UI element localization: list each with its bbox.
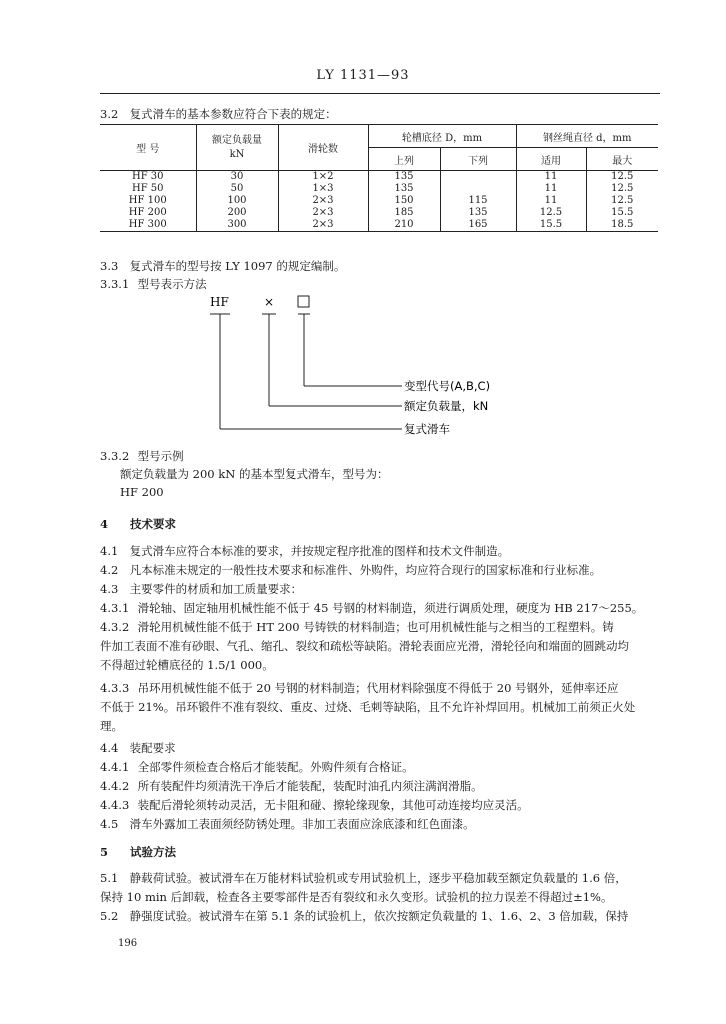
clause-4-4-3 — [100, 797, 529, 813]
clause-4-3 — [100, 581, 302, 597]
cell-load: 200 — [196, 207, 278, 219]
clause-text: 所有装配件均须清洗干净后才能装配，装配时油孔内须注满润滑脂。 — [137, 779, 483, 793]
cell-pulleys: 1×2 — [278, 171, 368, 184]
cell-pulleys: 2×3 — [278, 219, 368, 232]
clause-number: 4.4 — [100, 741, 119, 755]
col-header-rope-max: 最大 — [586, 148, 658, 171]
cell-rope-max: 18.5 — [586, 219, 658, 232]
standard-header: LY 1131—93 — [316, 68, 410, 83]
col-header-load-unit: kN — [229, 148, 245, 160]
example-line-1: 额定负载量为 200 kN 的基本型复式滑车，型号为： — [120, 467, 389, 481]
col-header-pulleys: 滑轮数 — [278, 125, 368, 171]
clause-text: 复式滑车的型号按 LY 1097 的规定编制。 — [129, 259, 346, 273]
cell-pulleys: 2×3 — [278, 207, 368, 219]
col-header-load — [196, 125, 278, 171]
section-title: 试验方法 — [130, 845, 177, 859]
header-rule — [100, 93, 660, 94]
clause-number: 4.5 — [100, 817, 119, 831]
cell-rope-applicable: 11 — [516, 171, 586, 184]
table-row — [100, 219, 658, 232]
clause-text: 静强度试验。被试滑车在第 5.1 条的试验机上，依次按额定负载量的 1、1.6、2、3 倍加载，保持 — [129, 909, 629, 923]
clause-3-2 — [100, 106, 337, 122]
clause-text: 型号示例 — [137, 449, 184, 463]
cell-rope-applicable: 11 — [516, 195, 586, 207]
clause-number: 5.2 — [100, 909, 119, 923]
clause-3-3 — [100, 258, 345, 274]
col-header-model: 型 号 — [100, 125, 196, 171]
clause-5-2 — [100, 908, 628, 924]
clause-4-3-2-line2: 件加工表面不准有砂眼、气孔、缩孔、裂纹和疏松等缺陷。滑轮表面应光滑，滑轮径向和端面的圆跳动均 — [100, 639, 629, 653]
clause-text: 静载荷试验。被试滑车在万能材料试验机或专用试验机上，逐步平稳加载至额定负载量的 1.6 倍， — [129, 871, 627, 885]
table-row — [100, 207, 658, 219]
cell-groove-lower — [440, 171, 516, 184]
cell-rope-max: 12.5 — [586, 171, 658, 184]
example-line-2: HF 200 — [120, 485, 164, 499]
clause-number: 4.3.1 — [100, 601, 130, 615]
cell-rope-applicable: 11 — [516, 183, 586, 195]
cell-groove-upper: 185 — [368, 207, 440, 219]
cell-rope-max: 12.5 — [586, 195, 658, 207]
section-title: 技术要求 — [130, 517, 177, 531]
col-header-load-name: 额定负载量 — [212, 134, 262, 146]
clause-text: 吊环用机械性能不低于 20 号钢的材料制造；代用材料除强度不得低于 20 号钢外，延伸率还应 — [137, 681, 619, 695]
clause-4-4-1 — [100, 759, 414, 775]
clause-3-3-2 — [100, 448, 184, 464]
table-row — [100, 195, 658, 207]
clause-4-3-3-line3: 理。 — [100, 719, 123, 733]
section-number: 5 — [100, 845, 109, 859]
cell-model: HF 30 — [131, 171, 164, 182]
clause-5-1-line2: 保持 10 min 后卸载，检查各主要零部件是否有裂纹和永久变形。试验机的拉力误差不得超过±1%。 — [100, 890, 613, 904]
table-row — [100, 171, 658, 184]
section-4-heading — [100, 516, 176, 532]
clause-4-3-2-line3: 不得超过轮槽底径的 1.5/1 000。 — [100, 658, 274, 672]
clause-4-3-3 — [100, 680, 619, 696]
cell-groove-lower: 165 — [440, 219, 516, 232]
clause-text: 型号表示方法 — [137, 277, 207, 291]
cell-load: 50 — [196, 183, 278, 195]
clause-4-1 — [100, 543, 509, 559]
diagram-label-load: 额定负载量，kN — [404, 399, 489, 413]
cell-load: 30 — [196, 171, 278, 184]
clause-number: 4.1 — [100, 544, 119, 558]
clause-4-4-2 — [100, 778, 483, 794]
col-header-rope: 钢丝绳直径 d，mm — [516, 125, 658, 148]
diagram-code-x: × — [264, 295, 275, 309]
diagram-label-variant: 变型代号(A,B,C) — [404, 379, 491, 393]
clause-number: 4.4.3 — [100, 798, 130, 812]
diagram-code-hf: HF — [210, 295, 229, 309]
clause-number: 4.2 — [100, 563, 119, 577]
clause-4-3-3-line2: 不低于 21%。吊环锻件不准有裂纹、重皮、过烧、毛刺等缺陷，且不允许补焊回用。机械加工前须正火处 — [100, 700, 636, 714]
clause-4-2 — [100, 562, 601, 578]
table-row — [100, 183, 658, 195]
cell-model: HF 50 — [131, 183, 164, 194]
clause-text: 复式滑车应符合本标准的要求，并按规定程序批准的图样和技术文件制造。 — [129, 544, 510, 558]
cell-load: 300 — [196, 219, 278, 232]
cell-model: HF 200 — [128, 207, 167, 218]
cell-pulleys: 1×3 — [278, 183, 368, 195]
cell-model: HF 100 — [128, 195, 167, 206]
cell-groove-lower: 115 — [440, 195, 516, 207]
cell-groove-lower — [440, 183, 516, 195]
clause-text: 装配后滑轮须转动灵活，无卡阻和碰、擦轮缘现象，其他可动连接均应灵活。 — [137, 798, 529, 812]
clause-3-3-1 — [100, 276, 207, 292]
clause-text: 滑轮轴、固定轴用机械性能不低于 45 号钢的材料制造，须进行调质处理，硬度为 HB 217～255。 — [137, 601, 644, 615]
clause-4-5 — [100, 816, 475, 832]
model-code-diagram — [210, 292, 530, 442]
clause-number: 3.3.1 — [100, 277, 130, 291]
clause-number: 4.3.3 — [100, 681, 130, 695]
col-header-groove-upper: 上列 — [368, 148, 440, 171]
cell-groove-upper: 135 — [368, 171, 440, 184]
cell-groove-upper: 210 — [368, 219, 440, 232]
clause-4-3-1 — [100, 600, 643, 616]
clause-4-4 — [100, 740, 176, 756]
cell-load: 100 — [196, 195, 278, 207]
section-number: 4 — [100, 517, 109, 531]
clause-text: 复式滑车的基本参数应符合下表的规定： — [129, 107, 337, 121]
clause-number: 4.3.2 — [100, 620, 130, 634]
clause-text: 滑轮用机械性能不低于 HT 200 号铸铁的材料制造；也可用机械性能与之相当的工程塑料。铸 — [137, 620, 614, 634]
col-header-groove: 轮槽底径 D，mm — [368, 125, 516, 148]
cell-groove-lower: 135 — [440, 207, 516, 219]
section-5-heading — [100, 844, 176, 860]
diagram-variant-box — [298, 296, 309, 307]
col-header-groove-lower: 下列 — [440, 148, 516, 171]
clause-text: 滑车外露加工表面须经防锈处理。非加工表面应涂底漆和红色面漆。 — [129, 817, 475, 831]
cell-rope-max: 12.5 — [586, 183, 658, 195]
diagram-label-type: 复式滑车 — [404, 422, 450, 436]
cell-groove-upper: 135 — [368, 183, 440, 195]
cell-model: HF 300 — [100, 219, 196, 232]
clause-number: 4.4.2 — [100, 779, 130, 793]
cell-groove-upper: 150 — [368, 195, 440, 207]
page-number: 196 — [118, 938, 138, 949]
clause-text: 主要零件的材质和加工质量要求： — [129, 582, 303, 596]
clause-number: 4.4.1 — [100, 760, 130, 774]
cell-rope-applicable: 15.5 — [516, 219, 586, 232]
clause-number: 3.2 — [100, 107, 119, 121]
cell-rope-applicable: 12.5 — [516, 207, 586, 219]
clause-4-3-2 — [100, 619, 614, 635]
clause-number: 3.3.2 — [100, 449, 130, 463]
clause-text: 凡本标准未规定的一般性技术要求和标准件、外购件，均应符合现行的国家标准和行业标准。 — [129, 563, 602, 577]
clause-number: 5.1 — [100, 871, 119, 885]
parameter-table — [100, 124, 658, 232]
cell-rope-max: 15.5 — [586, 207, 658, 219]
cell-pulleys: 2×3 — [278, 195, 368, 207]
clause-text: 装配要求 — [129, 741, 176, 755]
clause-number: 3.3 — [100, 259, 119, 273]
col-header-rope-applicable: 适用 — [516, 148, 586, 171]
clause-text: 全部零件须检查合格后才能装配。外购件须有合格证。 — [137, 760, 414, 774]
clause-5-1 — [100, 870, 627, 886]
clause-number: 4.3 — [100, 582, 119, 596]
